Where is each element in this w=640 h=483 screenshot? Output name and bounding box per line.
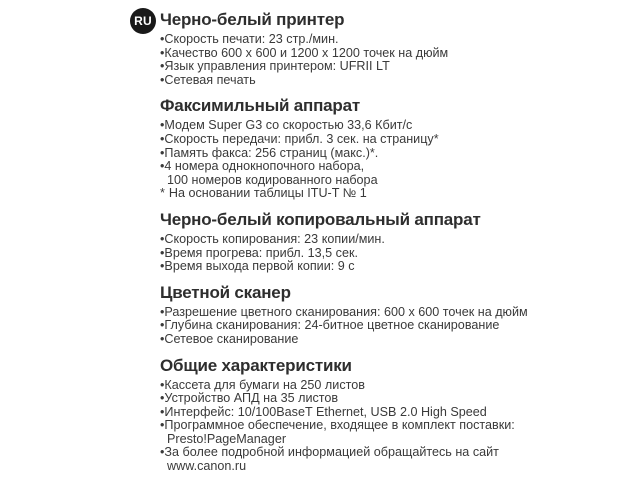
- spec-line-text: Память факса: 256 страниц (макс.)*.: [164, 145, 379, 160]
- spec-bullet-item: [160, 319, 580, 333]
- spec-continuation-line: [160, 460, 580, 474]
- bullet-icon: •: [160, 418, 165, 433]
- spec-line-text: Скорость печати: 23 стр./мин.: [164, 32, 339, 46]
- spec-bullet-item: [160, 392, 580, 406]
- spec-section: [160, 356, 580, 474]
- spec-bullet-item: [160, 33, 580, 47]
- bullet-icon: •: [160, 231, 165, 246]
- spec-continuation-line: [160, 174, 580, 188]
- spec-line-text: Время выхода первой копии: 9 с: [164, 259, 355, 274]
- spec-content: [160, 10, 580, 483]
- bullet-icon: •: [160, 331, 165, 346]
- ru-badge-label: RU: [134, 14, 152, 28]
- bullet-icon: •: [160, 404, 165, 419]
- spec-bullet-item: [160, 406, 580, 420]
- spec-bullet-item: [160, 233, 580, 247]
- section-title: Общие характеристики: [160, 355, 352, 375]
- spec-footnote: [160, 187, 580, 201]
- section-title: Цветной сканер: [160, 282, 291, 302]
- spec-line-text: За более подробной информацией обращайтесь на сайт: [164, 445, 499, 460]
- spec-section: [160, 96, 580, 201]
- bullet-icon: •: [160, 445, 165, 460]
- bullet-icon: •: [160, 377, 165, 392]
- spec-line-text: Разрешение цветного сканирования: 600 x 600 точек на дюйм: [164, 304, 528, 319]
- bullet-icon: •: [160, 245, 165, 260]
- spec-line-text: Кассета для бумаги на 250 листов: [164, 377, 365, 392]
- spec-bullet-item: [160, 147, 580, 161]
- spec-bullet-item: [160, 119, 580, 133]
- spec-line-text: Скорость копирования: 23 копии/мин.: [164, 231, 385, 246]
- spec-line-text: Устройство АПД на 35 листов: [164, 391, 339, 406]
- bullet-icon: •: [160, 59, 165, 74]
- bullet-icon: •: [160, 32, 165, 46]
- spec-continuation-line: [160, 433, 580, 447]
- spec-bullet-item: [160, 133, 580, 147]
- spec-bullet-item: [160, 74, 580, 88]
- spec-line-text: Сетевая печать: [164, 72, 256, 87]
- spec-line-text: Глубина сканирования: 24-битное цветное сканирование: [164, 318, 500, 333]
- spec-bullet-item: [160, 247, 580, 261]
- section-title: Факсимильный аппарат: [160, 96, 361, 116]
- spec-line-text: Язык управления принтером: UFRII LT: [164, 59, 390, 74]
- ru-language-badge: [130, 8, 156, 34]
- bullet-icon: •: [160, 45, 165, 60]
- spec-line-text: На основании таблицы ITU-T № 1: [168, 186, 367, 201]
- spec-bullet-item: [160, 47, 580, 61]
- spec-line-text: 100 номеров кодированного набора: [167, 172, 378, 187]
- spec-section: [160, 210, 580, 274]
- spec-bullet-item: [160, 60, 580, 74]
- asterisk-icon: *: [160, 186, 165, 201]
- spec-bullet-item: [160, 419, 580, 433]
- spec-bullet-item: [160, 260, 580, 274]
- bullet-icon: •: [160, 159, 165, 174]
- spec-line-text: Presto!PageManager: [167, 431, 287, 446]
- spec-bullet-item: [160, 306, 580, 320]
- bullet-icon: •: [160, 318, 165, 333]
- bullet-icon: •: [160, 145, 165, 160]
- spec-line-text: Качество 600 x 600 и 1200 x 1200 точек на дюйм: [164, 45, 449, 60]
- bullet-icon: •: [160, 259, 165, 274]
- spec-line-text: Модем Super G3 со скоростью 33,6 Кбит/с: [164, 118, 413, 133]
- spec-line-text: Скорость передачи: прибл. 3 сек. на страницу*: [164, 131, 439, 146]
- spec-bullet-item: [160, 446, 580, 460]
- spec-line-text: Интерфейс: 10/100BaseT Ethernet, USB 2.0 High Speed: [164, 404, 487, 419]
- bullet-icon: •: [160, 304, 165, 319]
- spec-section: [160, 10, 580, 87]
- bullet-icon: •: [160, 131, 165, 146]
- spec-line-text: 4 номера однокнопочного набора,: [164, 159, 365, 174]
- spec-bullet-item: [160, 160, 580, 174]
- spec-line-text: Время прогрева: прибл. 13,5 сек.: [164, 245, 358, 260]
- spec-section: [160, 283, 580, 347]
- bullet-icon: •: [160, 72, 165, 87]
- bullet-icon: •: [160, 118, 165, 133]
- spec-line-text: Сетевое сканирование: [164, 331, 299, 346]
- section-title: Черно-белый принтер: [160, 10, 345, 29]
- spec-line-text: Программное обеспечение, входящее в комплект поставки:: [164, 418, 515, 433]
- spec-line-text: www.canon.ru: [167, 459, 247, 474]
- spec-bullet-item: [160, 379, 580, 393]
- spec-bullet-item: [160, 333, 580, 347]
- section-title: Черно-белый копировальный аппарат: [160, 209, 481, 229]
- bullet-icon: •: [160, 391, 165, 406]
